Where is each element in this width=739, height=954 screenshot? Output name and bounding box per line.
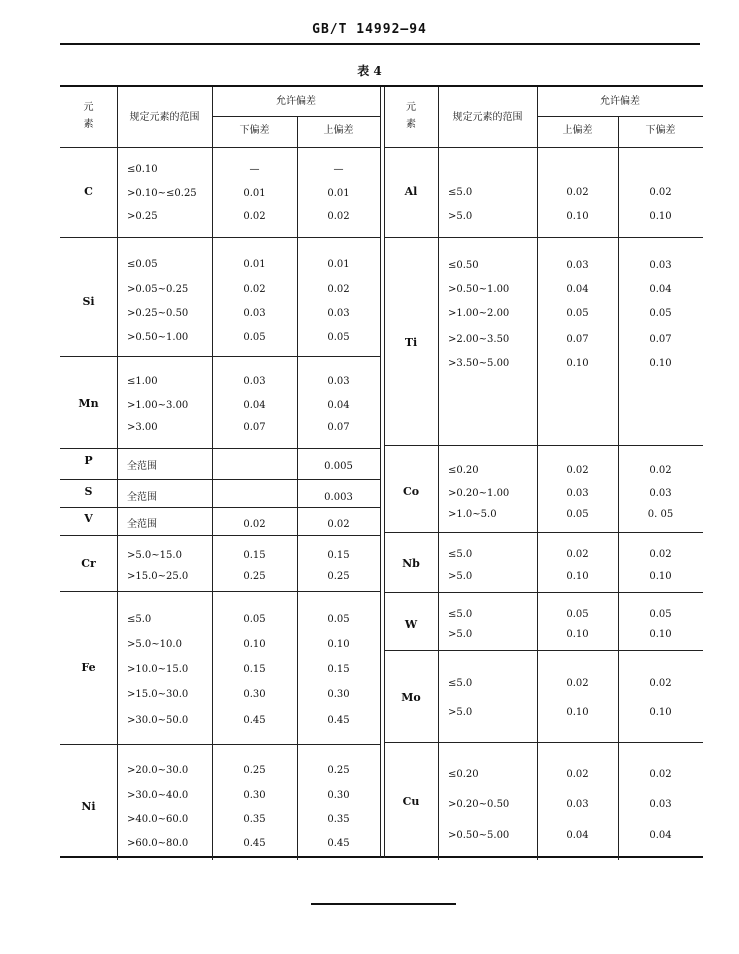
left-range-cell: ≤0.05 <box>127 259 158 270</box>
right-group-divider <box>384 445 703 446</box>
left-element-Ni: Ni <box>81 800 96 813</box>
right-group-divider <box>384 650 703 651</box>
right-value-cell: 0.10 <box>649 571 672 582</box>
left-element-Fe: Fe <box>81 661 96 674</box>
left-value-cell: 0.003 <box>324 492 353 503</box>
right-value-cell: 0.05 <box>649 308 672 319</box>
right-value-cell: 0.03 <box>566 488 589 499</box>
left-range-cell: >0.05~0.25 <box>127 284 189 295</box>
left-group-divider <box>60 535 380 536</box>
left-value-cell: 0.10 <box>243 639 266 650</box>
left-value-cell: 0.02 <box>243 519 266 530</box>
table-title: 表 4 <box>357 64 382 78</box>
left-value-cell: 0.15 <box>327 550 350 561</box>
right-element-W: W <box>404 618 418 631</box>
left-value-cell: 0.10 <box>327 639 350 650</box>
left-value-cell: 0.25 <box>243 765 266 776</box>
right-range-cell: ≤5.0 <box>448 187 473 198</box>
left-range-cell: >3.00 <box>127 422 158 433</box>
right-range-cell: ≤0.20 <box>448 465 479 476</box>
right-value-cell: 0.10 <box>649 211 672 222</box>
left-group-divider <box>60 591 380 592</box>
column-divider <box>438 87 439 860</box>
right-element-Mo: Mo <box>401 691 421 704</box>
left-range-cell: >30.0~50.0 <box>127 715 189 726</box>
left-value-cell: 0.05 <box>243 332 266 343</box>
right-value-cell: 0.05 <box>566 308 589 319</box>
left-range-cell: >0.25~0.50 <box>127 308 189 319</box>
left-value-cell: 0.30 <box>243 689 266 700</box>
header-subdivider <box>537 116 703 117</box>
header-element-top: 元 <box>406 102 416 113</box>
right-value-cell: 0.10 <box>566 629 589 640</box>
left-element-C: C <box>84 185 93 198</box>
left-group-divider <box>60 356 380 357</box>
left-value-cell: 0.03 <box>327 308 350 319</box>
right-element-Co: Co <box>402 485 420 498</box>
right-range-cell: >3.50~5.00 <box>448 358 510 369</box>
left-value-cell: 0.45 <box>243 838 266 849</box>
left-value-cell: 0.25 <box>243 571 266 582</box>
left-element-P: P <box>84 454 93 467</box>
right-value-cell: 0.10 <box>649 707 672 718</box>
header-range: 规定元素的范围 <box>129 112 200 123</box>
right-range-cell: >0.20~0.50 <box>448 799 510 810</box>
right-range-cell: >1.00~2.00 <box>448 308 510 319</box>
header-range: 规定元素的范围 <box>452 112 523 123</box>
right-value-cell: 0.02 <box>649 769 672 780</box>
left-value-cell: 0.45 <box>243 715 266 726</box>
left-group-divider <box>60 744 380 745</box>
left-value-cell: 0.30 <box>243 790 266 801</box>
right-range-cell: ≤5.0 <box>448 678 473 689</box>
right-value-cell: 0.10 <box>566 571 589 582</box>
left-value-cell: 0.15 <box>327 664 350 675</box>
right-element-Cu: Cu <box>402 795 420 808</box>
left-range-cell: >15.0~30.0 <box>127 689 189 700</box>
left-value-cell: 0.02 <box>243 211 266 222</box>
left-range-cell: >5.0~10.0 <box>127 639 182 650</box>
right-range-cell: >2.00~3.50 <box>448 334 510 345</box>
left-element-V: V <box>84 512 93 525</box>
left-value-cell: 0.03 <box>327 376 350 387</box>
header-rule <box>60 43 700 45</box>
header-tolerance: 允许偏差 <box>600 96 640 107</box>
standard-code: GB/T 14992—94 <box>312 22 427 37</box>
left-range-cell: >20.0~30.0 <box>127 765 189 776</box>
left-value-cell: 0.07 <box>243 422 266 433</box>
right-value-cell: 0.10 <box>649 358 672 369</box>
right-value-cell: 0.02 <box>566 678 589 689</box>
left-value-cell: 0.30 <box>327 689 350 700</box>
left-value-cell: 0.45 <box>327 715 350 726</box>
right-value-cell: 0.10 <box>566 358 589 369</box>
right-value-cell: 0.07 <box>649 334 672 345</box>
header-element-bottom: 素 <box>406 119 416 130</box>
right-range-cell: >5.0 <box>448 571 473 582</box>
right-range-cell: >0.50~5.00 <box>448 830 510 841</box>
left-value-cell: 0.07 <box>327 422 350 433</box>
right-range-cell: >0.50~1.00 <box>448 284 510 295</box>
header-left-col3: 下偏差 <box>239 125 270 136</box>
left-value-cell: 0.05 <box>243 614 266 625</box>
left-value-cell: 0.15 <box>243 550 266 561</box>
right-value-cell: 0.10 <box>649 629 672 640</box>
right-value-cell: 0.03 <box>649 260 672 271</box>
header-bottom <box>60 147 380 148</box>
right-value-cell: 0.03 <box>566 799 589 810</box>
header-element-top: 元 <box>83 102 94 113</box>
right-range-cell: ≤5.0 <box>448 609 473 620</box>
right-range-cell: >1.0~5.0 <box>448 509 497 520</box>
right-value-cell: 0.05 <box>566 609 589 620</box>
left-range-cell: ≤5.0 <box>127 614 152 625</box>
left-value-cell: 0.45 <box>327 838 350 849</box>
header-bottom <box>384 147 703 148</box>
right-value-cell: 0.10 <box>566 707 589 718</box>
right-value-cell: 0.02 <box>566 769 589 780</box>
right-group-divider <box>384 592 703 593</box>
left-value-cell: 0.01 <box>243 259 266 270</box>
right-value-cell: 0.02 <box>649 549 672 560</box>
left-value-cell: 0.35 <box>243 814 266 825</box>
right-range-cell: >0.20~1.00 <box>448 488 510 499</box>
right-range-cell: ≤0.20 <box>448 769 479 780</box>
left-value-cell: 0.02 <box>327 211 350 222</box>
left-group-divider <box>60 237 380 238</box>
left-value-cell: 0.25 <box>327 571 350 582</box>
left-range-cell: >0.10~≤0.25 <box>127 188 197 199</box>
left-value-cell: 0.005 <box>324 461 353 472</box>
left-range-cell: 全范围 <box>127 461 157 472</box>
right-range-cell: >5.0 <box>448 629 473 640</box>
left-value-cell: 0.02 <box>327 284 350 295</box>
left-value-cell: 0.05 <box>327 614 350 625</box>
right-value-cell: 0.05 <box>649 609 672 620</box>
left-value-cell: 0.25 <box>327 765 350 776</box>
tolerance-table <box>60 85 703 858</box>
right-value-cell: 0.04 <box>649 830 672 841</box>
left-value-cell: 0.01 <box>327 188 350 199</box>
left-group-divider <box>60 507 380 508</box>
right-range-cell: >5.0 <box>448 211 473 222</box>
left-value-cell: — <box>249 164 260 175</box>
left-value-cell: 0.02 <box>243 284 266 295</box>
right-value-cell: 0.02 <box>649 187 672 198</box>
right-value-cell: 0.02 <box>566 465 589 476</box>
right-range-cell: ≤0.50 <box>448 260 479 271</box>
left-value-cell: 0.15 <box>243 664 266 675</box>
header-right-col4: 下偏差 <box>645 125 676 136</box>
left-group-divider <box>60 479 380 480</box>
right-range-cell: >5.0 <box>448 707 473 718</box>
right-value-cell: 0.03 <box>649 488 672 499</box>
right-value-cell: 0.03 <box>649 799 672 810</box>
left-value-cell: 0.03 <box>243 376 266 387</box>
right-group-divider <box>384 532 703 533</box>
left-value-cell: — <box>333 164 344 175</box>
left-range-cell: 全范围 <box>127 519 157 530</box>
left-value-cell: 0.05 <box>327 332 350 343</box>
right-value-cell: 0.02 <box>566 187 589 198</box>
left-range-cell: ≤1.00 <box>127 376 158 387</box>
right-group-divider <box>384 742 703 743</box>
left-element-Si: Si <box>82 295 95 308</box>
left-value-cell: 0.03 <box>243 308 266 319</box>
left-range-cell: ≤0.10 <box>127 164 158 175</box>
left-element-S: S <box>84 485 93 498</box>
left-group-divider <box>60 448 380 449</box>
left-value-cell: 0.01 <box>243 188 266 199</box>
left-range-cell: >40.0~60.0 <box>127 814 189 825</box>
left-range-cell: >30.0~40.0 <box>127 790 189 801</box>
left-value-cell: 0.35 <box>327 814 350 825</box>
right-element-Nb: Nb <box>402 557 420 570</box>
left-value-cell: 0.04 <box>327 400 350 411</box>
column-divider <box>297 116 298 860</box>
left-range-cell: >10.0~15.0 <box>127 664 189 675</box>
right-value-cell: 0.02 <box>649 465 672 476</box>
header-element-bottom: 素 <box>83 119 94 130</box>
left-range-cell: >60.0~80.0 <box>127 838 189 849</box>
left-range-cell: >0.50~1.00 <box>127 332 189 343</box>
left-value-cell: 0.30 <box>327 790 350 801</box>
right-element-Al: Al <box>404 185 418 198</box>
right-value-cell: 0.03 <box>566 260 589 271</box>
right-range-cell: ≤5.0 <box>448 549 473 560</box>
left-range-cell: >0.25 <box>127 211 158 222</box>
right-value-cell: 0.02 <box>566 549 589 560</box>
header-subdivider <box>212 116 380 117</box>
right-element-Ti: Ti <box>404 336 418 349</box>
left-range-cell: >1.00~3.00 <box>127 400 189 411</box>
header-left-col4: 上偏差 <box>323 125 354 136</box>
header-tolerance: 允许偏差 <box>276 96 316 107</box>
header-right-col3: 上偏差 <box>562 125 593 136</box>
left-value-cell: 0.02 <box>327 519 350 530</box>
left-element-Cr: Cr <box>81 557 96 570</box>
right-group-divider <box>384 237 703 238</box>
right-value-cell: 0.04 <box>649 284 672 295</box>
right-value-cell: 0.05 <box>566 509 589 520</box>
right-value-cell: 0.02 <box>649 678 672 689</box>
left-range-cell: 全范围 <box>127 492 157 503</box>
left-value-cell: 0.04 <box>243 400 266 411</box>
right-value-cell: 0.10 <box>566 211 589 222</box>
left-range-cell: >5.0~15.0 <box>127 550 182 561</box>
right-value-cell: 0.04 <box>566 284 589 295</box>
right-value-cell: 0.04 <box>566 830 589 841</box>
footer-rule <box>311 903 456 905</box>
left-range-cell: >15.0~25.0 <box>127 571 189 582</box>
right-value-cell: 0.07 <box>566 334 589 345</box>
right-value-cell: 0. 05 <box>647 509 674 520</box>
left-element-Mn: Mn <box>78 397 99 410</box>
left-value-cell: 0.01 <box>327 259 350 270</box>
